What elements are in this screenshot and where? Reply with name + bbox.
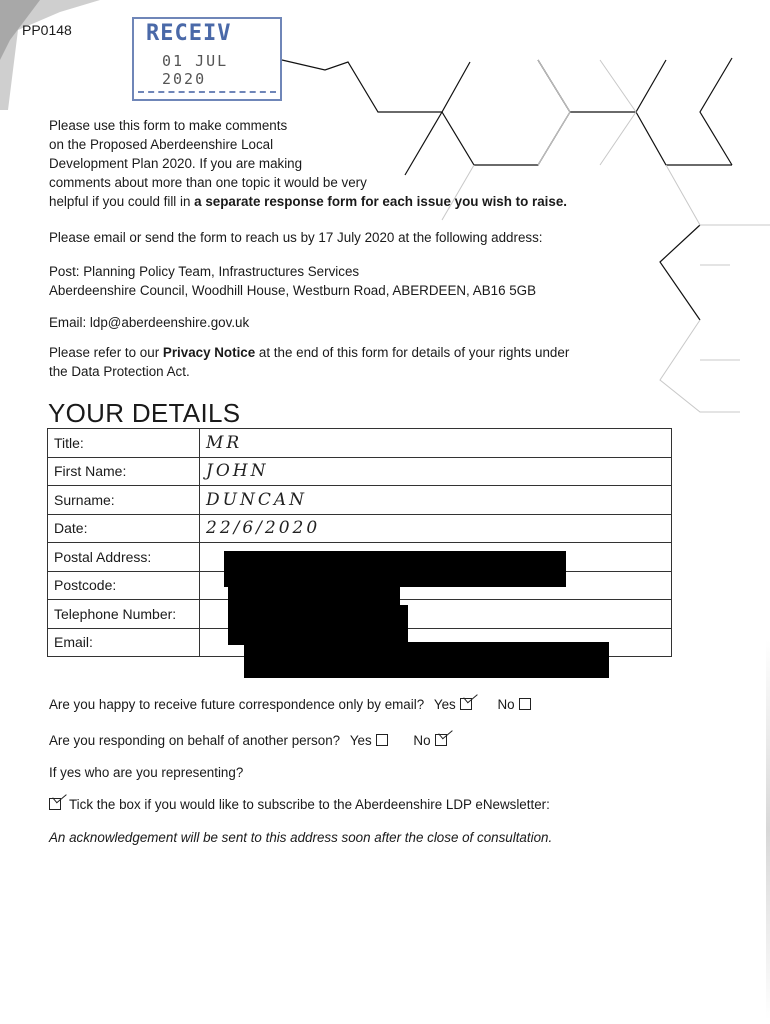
table-row (48, 486, 672, 515)
surname-field[interactable]: DUNCAN (200, 486, 672, 515)
question-text: Are you responding on behalf of another person? (49, 733, 341, 748)
privacy-text: at the end of this form for details of your rights under (255, 345, 570, 360)
surname-label: Surname: (48, 486, 200, 515)
postcode-label: Postcode: (48, 571, 200, 600)
intro-line: comments about more than one topic it would be very (49, 175, 367, 190)
on-behalf-question (49, 733, 447, 748)
your-details-heading: YOUR DETAILS (48, 398, 241, 428)
stamp-title: RECEIV (146, 21, 232, 46)
no-label: No (413, 733, 431, 748)
title-label: Title: (48, 429, 200, 458)
deadline-text: Please email or send the form to reach us by 17 July 2020 at the following address: (49, 230, 543, 245)
first-name-label: First Name: (48, 457, 200, 486)
privacy-text: Please refer to our (49, 345, 163, 360)
intro-line: on the Proposed Aberdeenshire Local (49, 137, 274, 152)
title-field[interactable]: MR (200, 429, 672, 458)
acknowledgement-note: An acknowledgement will be sent to this address soon after the close of consultation. (49, 830, 553, 845)
intro-paragraph (49, 116, 669, 211)
email-only-question (49, 697, 531, 712)
privacy-notice (49, 343, 569, 381)
on-behalf-no-checkbox[interactable] (435, 734, 447, 746)
redaction-address (228, 587, 400, 607)
privacy-line: the Data Protection Act. (49, 364, 190, 379)
separate-form-emphasis: a separate response form for each issue you wish to raise. (194, 194, 568, 209)
date-field[interactable]: 22/6/2020 (200, 514, 672, 543)
on-behalf-yes-checkbox[interactable] (376, 734, 388, 746)
redaction-phone (228, 605, 408, 645)
post-line: Aberdeenshire Council, Woodhill House, Westburn Road, ABERDEEN, AB16 5GB (49, 283, 537, 298)
yes-label: Yes (349, 733, 372, 748)
redaction-email (244, 642, 609, 678)
email-only-yes-checkbox[interactable] (460, 698, 472, 710)
received-stamp (132, 17, 282, 101)
stamp-divider (138, 91, 276, 93)
intro-line: Please use this form to make comments (49, 118, 288, 133)
intro-line (49, 192, 669, 211)
scan-corner-shadow (0, 0, 100, 110)
newsletter-text: Tick the box if you would like to subscribe to the Aberdeenshire LDP eNewsletter: (69, 797, 550, 812)
contact-email: Email: ldp@aberdeenshire.gov.uk (49, 315, 250, 330)
table-row (48, 429, 672, 458)
privacy-notice-link[interactable]: Privacy Notice (162, 345, 256, 360)
postal-address-block (49, 262, 536, 300)
newsletter-checkbox[interactable] (49, 798, 61, 810)
table-row (48, 514, 672, 543)
question-text: Are you happy to receive future correspondence only by email? (49, 697, 425, 712)
email-label: Email: (48, 628, 200, 657)
no-label: No (497, 697, 515, 712)
table-row (48, 457, 672, 486)
redaction-address (224, 551, 566, 587)
post-line: Post: Planning Policy Team, Infrastructures Services (49, 264, 360, 279)
postal-address-label: Postal Address: (48, 543, 200, 572)
stamp-date: 01 JUL 2020 (162, 52, 229, 88)
date-label: Date: (48, 514, 200, 543)
telephone-label: Telephone Number: (48, 600, 200, 629)
representing-question: If yes who are you representing? (49, 765, 244, 780)
form-reference: PP0148 (22, 22, 72, 38)
intro-line: Development Plan 2020. If you are making (49, 156, 303, 171)
email-only-no-checkbox[interactable] (519, 698, 531, 710)
intro-line-text: helpful if you could fill in (49, 194, 195, 209)
privacy-line (49, 343, 569, 362)
newsletter-option (49, 797, 550, 812)
scan-edge-shadow (766, 640, 770, 1020)
yes-label: Yes (433, 697, 456, 712)
first-name-field[interactable]: JOHN (200, 457, 672, 486)
